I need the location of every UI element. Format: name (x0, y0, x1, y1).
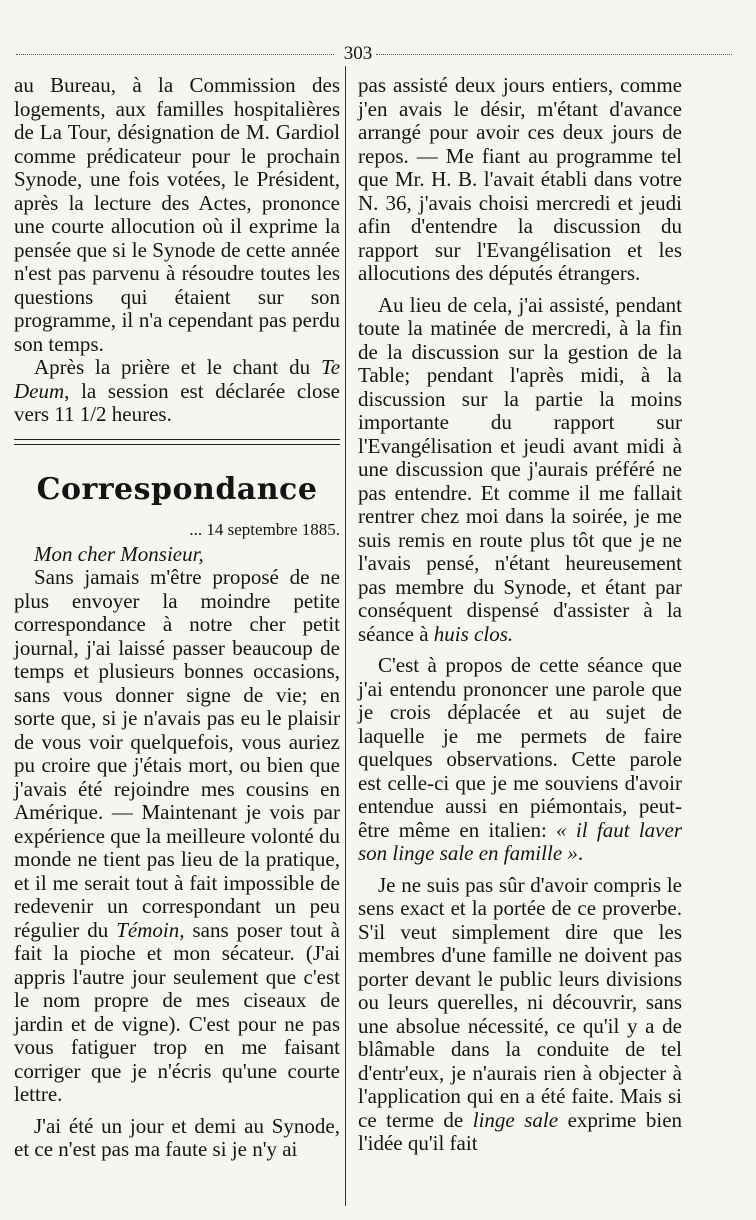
left-column (14, 74, 340, 1162)
paragraph-synode-end: au Bureau, à la Commission des logements, aux familles hospitalières de La Tour, désignation de M. Gardiol comme prédicateur pour le prochain Synode, une fois votées, le Président, après la lecture des Actes, prononce une courte allocution où il exprime la pensée que si le Synode de cette année n'est pas parvenu à résoudre toutes les questions qui étaient sur son programme, il n'a cependant pas perdu son temps. (14, 73, 340, 356)
header-rule-left (16, 54, 334, 55)
right-column (358, 74, 682, 1156)
letter-greeting: Mon cher Monsieur, (34, 541, 204, 566)
paragraph-proverbe-intro: C'est à propos de cette séance que j'ai entendu prononcer une parole que je crois déplacée et au sujet de laquelle je me permets de faire quelques observations. Cette parole est celle-ci que je me souviens d'avoir entendue aussi en piémontais, peut-être même en italien: « il faut laver son linge sale en famille ». (358, 653, 682, 865)
column-divider (345, 66, 346, 1206)
header-rule-right (376, 54, 732, 55)
paragraph-synode-visit: J'ai été un jour et demi au Synode, et ce n'est pas ma faute si je n'y ai (14, 1113, 340, 1161)
paragraph-continuation: pas assisté deux jours entiers, comme j'en avais le désir, m'étant d'avance arrangé pour avoir ces deux jours de repos. — Me fiant au programme tel que Mr. H. B. l'avait établi dans votre N. 36, j'avais choisi mercredi et jeudi afin d'entendre la discussion du rapport sur l'Evangélisation et les allocutions des députés étrangers. (358, 73, 682, 285)
paragraph-letter-intro: Sans jamais m'être proposé de ne plus envoyer la moindre petite correspondance à notre cher petit journal, j'ai laissé passer beaucoup de temps et plusieurs bonnes occasions, sans vous donner signe de vie; en sorte que, si je n'avais pas eu le plaisir de vous voir quelquefois, vous auriez pu croire que j'étais mort, ou bien que j'avais été rejoindre mes cousins en Amérique. — Maintenant je vois par expérience que la meilleure volonté du monde ne tient pas lieu de la pratique, et il me serait tout à fait impossible de redevenir un correspondant un peu régulier du Témoin, sans poser tout à fait la pioche et mon sécateur. (J'ai appris l'autre jour seulement que c'est le nom propre de mes ciseaux de jardin et de vigne). C'est pour ne pas vous fatiguer trop en me faisant corriger que je n'écris qu'une courte lettre. (14, 565, 340, 1106)
paragraph-au-lieu: Au lieu de cela, j'ai assisté, pendant toute la matinée de mercredi, à la fin de la discussion sur la gestion de la Table; pendant l'après midi, à la discussion sur la partie la moins importante du rapport sur l'Evangélisation et jeudi avant midi à une discussion que j'aurais préféré ne pas entendre. Et comme il me fallait rentrer chez moi dans la soirée, je me suis remis en route plus tôt que je ne l'avais pensé, n'étant heureusement pas membre du Synode, et étant par conséquent dispensé d'assister à la séance à huis clos. (358, 292, 682, 646)
section-separator (14, 439, 340, 445)
paragraph-closing: Après la prière et le chant du Te Deum, la session est déclarée close vers 11 1/2 heures. (14, 355, 341, 426)
letter-dateline: ... 14 septembre 1885. (189, 519, 340, 539)
page-number: 303 (343, 43, 373, 64)
section-title: Correspondance (36, 471, 318, 507)
paragraph-proverbe-sens: Je ne suis pas sûr d'avoir compris le sens exact et la portée de ce proverbe. S'il veut simplement dire que les membres d'une famille ne doivent pas porter devant le public leurs divisions ou leurs querelles, ni découvrir, sans une absolue nécessité, ce qu'il y a de blâmable dans la conduite de tel d'entr'eux, je n'aurais rien à objecter à l'application qui en a été faite. Mais si ce terme de linge sale exprime bien l'idée qu'il fait (358, 872, 683, 1155)
page-header (16, 44, 732, 64)
